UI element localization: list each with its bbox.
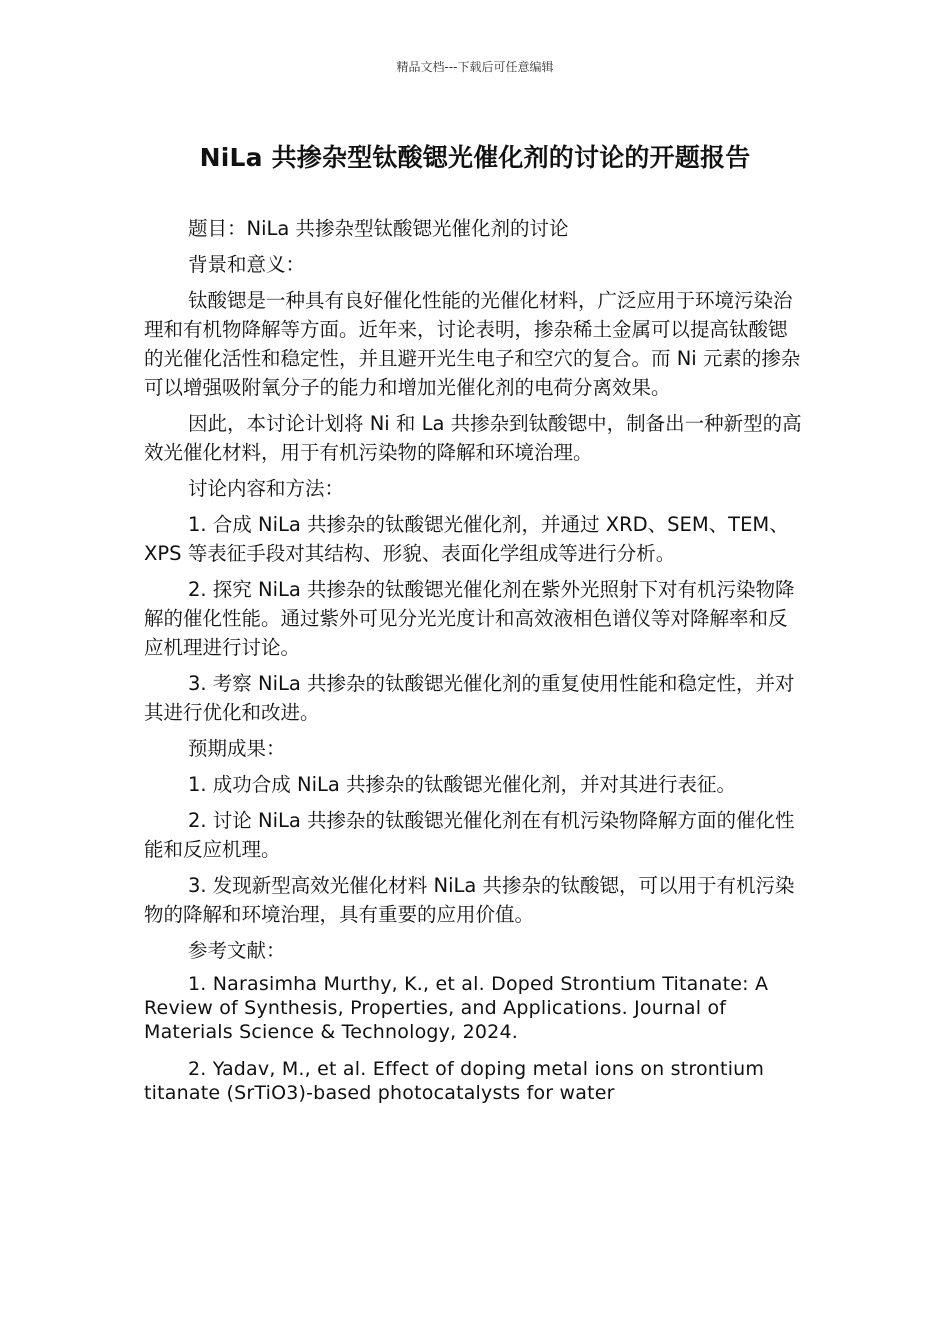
paragraph-background-2: 因此，本讨论计划将 Ni 和 La 共掺杂到钛酸锶中，制备出一种新型的高效光催化材料，用于有机污染物的降解和环境治理。 [144, 412, 802, 464]
method-item-2: 2. 探究 NiLa 共掺杂的钛酸锶光催化剂在紫外光照射下对有机污染物降解的催化性能。通过紫外可见分光光度计和高效液相色谱仪等对降解率和反应机理进行讨论。 [144, 578, 795, 659]
method-item-3: 3. 考察 NiLa 共掺杂的钛酸锶光催化剂的重复使用性能和稳定性，并对其进行优化和改进。 [144, 672, 795, 724]
result-item-3: 3. 发现新型高效光催化材料 NiLa 共掺杂的钛酸锶，可以用于有机污染物的降解和环境治理，具有重要的应用价值。 [144, 874, 795, 926]
section-heading-background: 背景和意义： [188, 253, 306, 276]
paragraph-background-1: 钛酸锶是一种具有良好催化性能的光催化材料，广泛应用于环境污染治理和有机物降解等方面。近年来，讨论表明，掺杂稀土金属可以提高钛酸锶的光催化活性和稳定性，并且避开光生电子和空穴的复合。而 Ni 元素的掺杂可以增强吸附氧分子的能力和增加光催化剂的电荷分离效果。 [144, 289, 801, 399]
header-watermark: 精品文档---下载后可任意编辑 [396, 60, 554, 74]
document-body [144, 214, 802, 1118]
reference-item-2: 2. Yadav, M., et al. Effect of doping metal ions on strontium titanate (SrTiO3)-based photocatalysts for water [144, 1058, 765, 1104]
method-item-1: 1. 合成 NiLa 共掺杂的钛酸锶光催化剂，并通过 XRD、SEM、TEM、XPS 等表征手段对其结构、形貌、表面化学组成等进行分析。 [144, 513, 789, 565]
result-item-1: 1. 成功合成 NiLa 共掺杂的钛酸锶光催化剂，并对其进行表征。 [188, 773, 737, 796]
topic-line: 题目：NiLa 共掺杂型钛酸锶光催化剂的讨论 [188, 217, 569, 240]
section-heading-methods: 讨论内容和方法： [188, 477, 345, 500]
document-title: NiLa 共掺杂型钛酸锶光催化剂的讨论的开题报告 [199, 143, 751, 172]
reference-item-1: 1. Narasimha Murthy, K., et al. Doped Strontium Titanate: A Review of Synthesis, Properties, and Applications. Journal of Materials Science & Technology, 2024. [144, 973, 769, 1043]
section-heading-results: 预期成果： [188, 737, 286, 760]
result-item-2: 2. 讨论 NiLa 共掺杂的钛酸锶光催化剂在有机污染物降解方面的催化性能和反应机理。 [144, 809, 795, 861]
section-heading-references: 参考文献： [188, 939, 286, 962]
